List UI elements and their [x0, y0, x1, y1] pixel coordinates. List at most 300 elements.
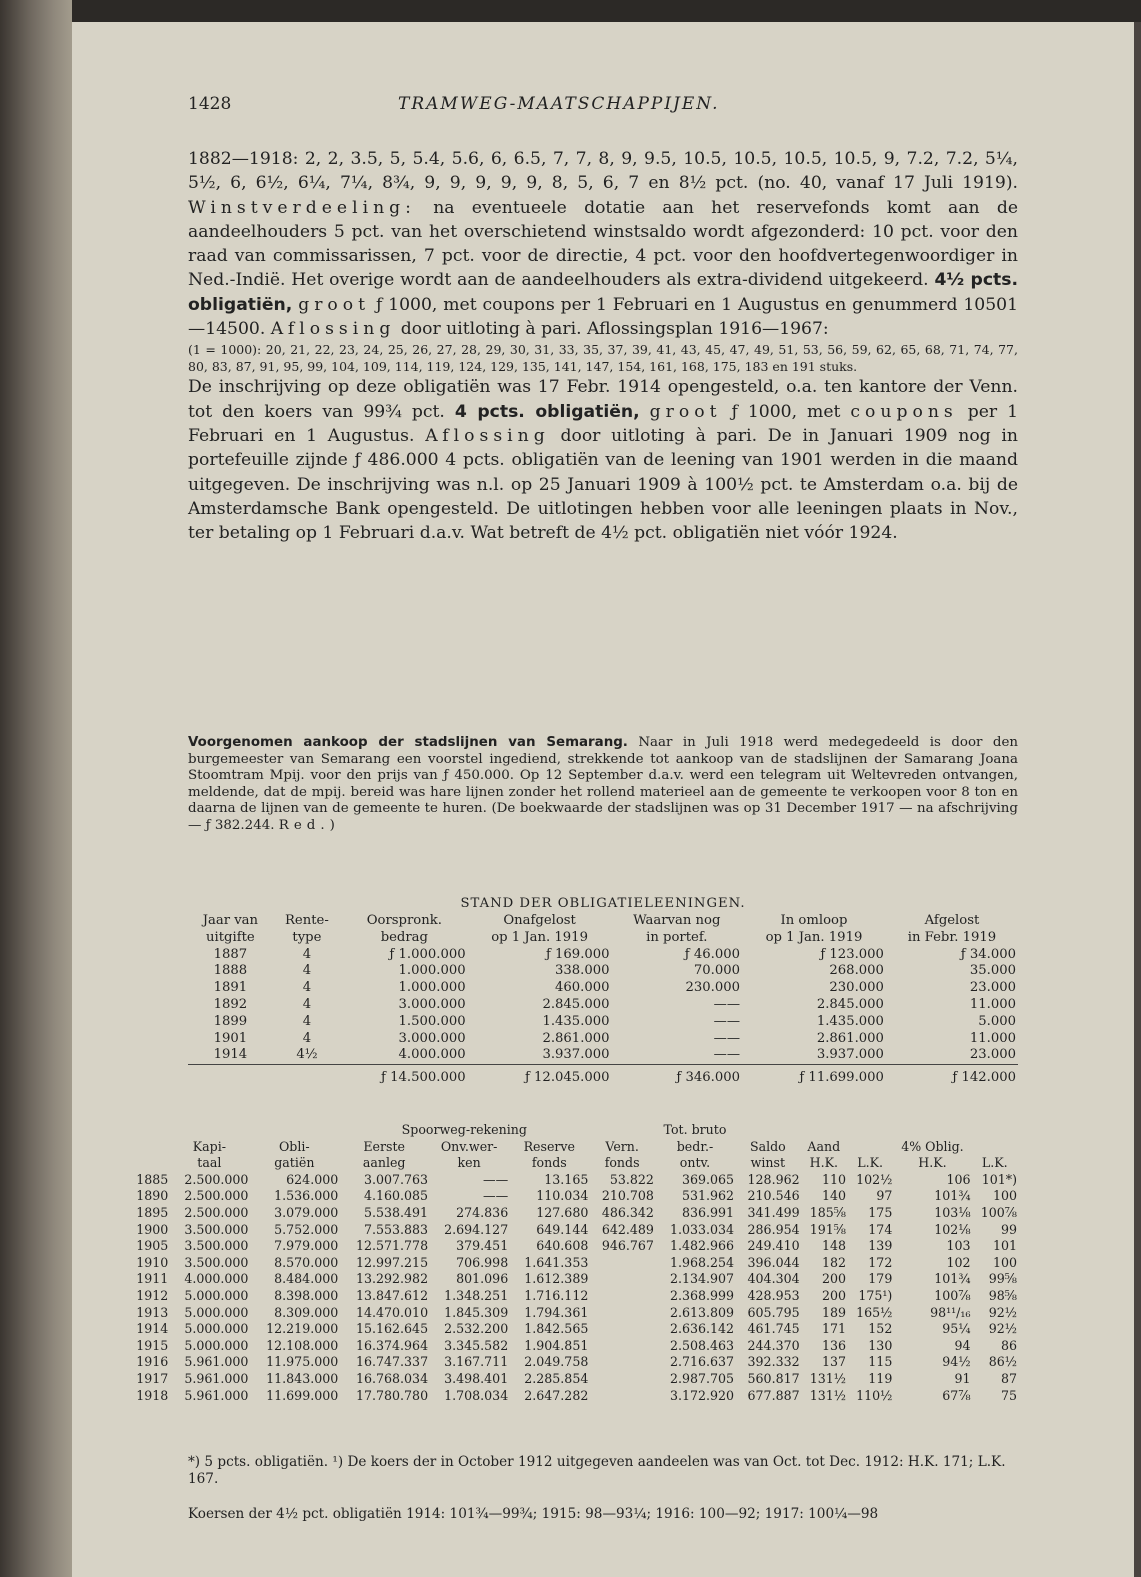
finance-header-row — [128, 1139, 1018, 1156]
finance-table-row — [128, 1255, 1018, 1272]
finance-cell: 3.167.711 — [444, 1354, 509, 1370]
finance-cell: 11.975.000 — [266, 1354, 339, 1370]
finance-cell: 172 — [868, 1254, 893, 1270]
finance-cell: 131½ — [809, 1370, 846, 1386]
loans-header-cell: Onafgelost — [503, 913, 576, 928]
finance-cell: 210.708 — [601, 1188, 654, 1204]
bond-history-text: door uitloting à pari. De in Januari 1909 nog in portefeuille zijnde ƒ 486.000 4 pcts. obligatiën van de leening van 1901 werden in die maand uitgegeven. De inschrijving was n.l. op 25 Januari 1909 à 100½ pct. te Amsterdam o.a. bij de Amsterdamsche Bank opengesteld. De uitlotingen hebben voor alle leeningen plaats in Nov., ter betaling op 1 Februari d.a.v. Wat betreft de 4½ pct. obligatiën niet vóór 1924. — [188, 425, 1018, 544]
finance-cell: 16.768.034 — [355, 1370, 429, 1386]
finance-cell: 152 — [868, 1321, 893, 1337]
finance-cell: 1.033.034 — [669, 1221, 735, 1237]
finance-cell: 428.953 — [747, 1287, 800, 1303]
finance-cell: 97 — [876, 1188, 893, 1204]
finance-table-row — [128, 1305, 1018, 1322]
finance-cell: 2.636.142 — [669, 1321, 735, 1337]
loans-cell: 3.937.000 — [816, 1047, 884, 1063]
finance-cell: 101¾ — [934, 1188, 971, 1204]
loans-cell: 2.845.000 — [542, 996, 610, 1012]
loans-cell: 3.000.000 — [398, 1030, 466, 1046]
finance-table-row — [128, 1338, 1018, 1355]
bond-amount-4: ƒ 1000, met — [731, 401, 841, 422]
subscription-text: De inschrijving op deze obligatiën was 17 Febr. 1914 opengesteld, o.a. ten kantore der Venn. tot den koers van 99¾ pct. — [188, 377, 1018, 422]
scan-top-edge — [72, 0, 1141, 22]
loans-cell: 4.000.000 — [398, 1047, 466, 1063]
loans-cell: 230.000 — [685, 980, 741, 996]
aflossing-label-2: Aflossing — [425, 425, 550, 446]
note-heading: Voorgenomen aankoop der stadslijnen van Semarang. — [188, 735, 628, 750]
loans-cell: 1887 — [213, 946, 248, 962]
finance-cell: 2.134.907 — [669, 1271, 735, 1287]
loans-header-cell: in portef. — [646, 929, 708, 945]
finance-cell: 2.532.200 — [444, 1321, 509, 1337]
finance-cell — [589, 1321, 655, 1338]
loans-cell: 2.861.000 — [816, 1030, 884, 1046]
finance-cell: 103 — [946, 1238, 971, 1254]
finance-table-row — [128, 1288, 1018, 1305]
finance-cell — [589, 1338, 655, 1355]
finance-group-cell — [128, 1122, 339, 1139]
main-text — [188, 147, 1018, 545]
loans-table-row — [188, 963, 1018, 980]
loans-cell: 1888 — [213, 963, 248, 979]
finance-cell: 1.641.353 — [524, 1254, 589, 1270]
loans-cell: 4 — [302, 980, 312, 996]
finance-header-cell — [972, 1139, 1018, 1156]
finance-cell: 5.000.000 — [184, 1321, 249, 1337]
finance-header-row — [128, 1155, 1018, 1172]
finance-cell: 3.172.920 — [669, 1387, 735, 1403]
loans-cell: 11.000 — [969, 996, 1016, 1012]
finance-cell: 649.144 — [536, 1221, 589, 1237]
finance-cell: 2.500.000 — [184, 1188, 249, 1204]
loans-total-cell: ƒ 14.500.000 — [381, 1069, 466, 1085]
finance-cell: 1.612.389 — [524, 1271, 589, 1287]
loans-cell: 230.000 — [829, 980, 884, 996]
finance-cell: 2.613.809 — [669, 1304, 735, 1320]
finance-cell: 286.954 — [747, 1221, 800, 1237]
finance-cell: 67⅞ — [942, 1387, 971, 1403]
winstverdeeling-label: Winstverdeeling: — [188, 197, 416, 218]
finance-cell: 139 — [868, 1238, 893, 1254]
finance-cell: 1.536.000 — [274, 1188, 339, 1204]
finance-cell: 1.716.112 — [524, 1287, 589, 1303]
finance-cell: 5.000.000 — [184, 1304, 249, 1320]
finance-cell: 175¹) — [858, 1287, 893, 1303]
finance-cell: 1917 — [136, 1370, 169, 1386]
dividend-history: 1882—1918: 2, 2, 3.5, 5, 5.4, 5.6, 6, 6.5, 7, 7, 8, 9, 9.5, 10.5, 10.5, 10.5, 10.5, 9, 7.2, 7.2, 5¼, 5½, 6, 6½, 6¼, 7¼, 8¾, 9, 9, 9, 9, 9, 8, 5, 6, 7 en 8½ pct. (no. 40, vanaf 17 Juli 1919). — [188, 149, 1018, 194]
loans-cell: —— — [713, 1047, 741, 1063]
finance-cell: 12.219.000 — [266, 1321, 339, 1337]
loans-table-row — [188, 947, 1018, 964]
loans-table-row — [188, 997, 1018, 1014]
finance-cell: 2.500.000 — [184, 1204, 249, 1220]
finance-cell: 1912 — [136, 1287, 169, 1303]
finance-cell: 2.716.637 — [669, 1354, 735, 1370]
finance-header-cell — [128, 1155, 169, 1172]
finance-header-cell: taal — [197, 1155, 222, 1171]
finance-cell: 11.843.000 — [266, 1370, 339, 1386]
loans-table-row — [188, 980, 1018, 997]
loans-header-cell: op 1 Jan. 1919 — [491, 929, 588, 945]
finance-cell: 95¼ — [942, 1321, 971, 1337]
finance-cell: 5.538.491 — [363, 1204, 429, 1220]
finance-cell: 102 — [946, 1254, 971, 1270]
finance-cell: 2.500.000 — [184, 1171, 249, 1187]
finance-cell: 3.500.000 — [184, 1221, 249, 1237]
finance-header-cell: H.K. — [918, 1155, 947, 1171]
loans-cell: 4 — [302, 996, 312, 1012]
loans-cell: 1.000.000 — [398, 980, 466, 996]
footnotes — [188, 1454, 1018, 1488]
loans-cell: 4 — [302, 1030, 312, 1046]
finance-cell — [589, 1255, 655, 1272]
loans-table-section — [188, 896, 1018, 1086]
loans-cell: 338.000 — [555, 963, 610, 979]
finance-cell: 560.817 — [747, 1370, 800, 1386]
finance-header-cell: gatiën — [274, 1155, 315, 1171]
loans-cell: 1891 — [213, 980, 248, 996]
loans-total-row — [188, 1067, 1018, 1087]
loans-header-cell: Oorspronk. — [366, 913, 442, 928]
loans-header-cell: bedrag — [380, 929, 428, 945]
loans-total-cell: ƒ 142.000 — [952, 1069, 1016, 1085]
loans-table — [188, 913, 1018, 1086]
finance-cell: 165½ — [856, 1304, 893, 1320]
finance-cell: 100 — [992, 1254, 1017, 1270]
finance-cell — [589, 1371, 655, 1388]
finance-cell: 1890 — [136, 1188, 169, 1204]
finance-cell — [589, 1305, 655, 1322]
finance-cell: 100⅞ — [980, 1204, 1017, 1220]
finance-cell: 1915 — [136, 1337, 169, 1353]
finance-cell: 128.962 — [747, 1171, 800, 1187]
finance-cell: 127.680 — [536, 1204, 589, 1220]
finance-cell: 3.498.401 — [444, 1370, 509, 1386]
finance-header-cell: Aand — [807, 1138, 841, 1154]
finance-cell: 3.007.763 — [363, 1171, 429, 1187]
finance-cell: 13.165 — [544, 1171, 589, 1187]
finance-cell: 75 — [1000, 1387, 1017, 1403]
finance-cell: 86½ — [988, 1354, 1017, 1370]
loans-cell: 1899 — [213, 1013, 248, 1029]
finance-cell: 171 — [821, 1321, 846, 1337]
finance-cell: 1918 — [136, 1387, 169, 1403]
loans-table-row — [188, 1031, 1018, 1048]
finance-cell: 1911 — [136, 1271, 169, 1287]
finance-cell: 14.470.010 — [355, 1304, 429, 1320]
bond-heading-4: 4 pcts. obligatiën, — [454, 401, 640, 422]
finance-cell: 103⅛ — [934, 1204, 971, 1220]
finance-cell: 1913 — [136, 1304, 169, 1320]
finance-cell: 140 — [821, 1188, 846, 1204]
finance-cell: 624.000 — [286, 1171, 339, 1187]
loans-header-cell: Jaar van — [202, 913, 259, 928]
loans-cell: 4 — [302, 1013, 312, 1029]
finance-cell: 175 — [868, 1204, 893, 1220]
loans-cell: ƒ 169.000 — [545, 946, 610, 962]
finance-cell: 8.484.000 — [274, 1271, 339, 1287]
running-header — [188, 94, 1048, 124]
finance-header-cell: Saldo — [749, 1138, 786, 1154]
finance-cell: 461.745 — [747, 1321, 800, 1337]
loans-table-row — [188, 1047, 1018, 1064]
loans-cell: —— — [713, 996, 741, 1012]
finance-header-cell: Onv.wer- — [440, 1138, 498, 1154]
finance-cell: 189 — [821, 1304, 846, 1320]
finance-cell: 677.887 — [747, 1387, 800, 1403]
finance-cell: 200 — [821, 1287, 846, 1303]
finance-cell: 17.780.780 — [355, 1387, 429, 1403]
finance-cell: 8.309.000 — [274, 1304, 339, 1320]
loans-cell: 1.000.000 — [398, 963, 466, 979]
loans-total-cell — [273, 1067, 341, 1087]
finance-cell: —— — [483, 1171, 509, 1187]
finance-cell: 106 — [946, 1171, 971, 1187]
note-red: Red.) — [278, 817, 340, 833]
finance-header-cell: ontv. — [679, 1155, 711, 1171]
loans-cell: 4 — [302, 946, 312, 962]
finance-cell: 2.987.705 — [669, 1370, 735, 1386]
bond-details-4-5: ƒ 1000, met coupons per 1 Februari en 1 Augustus en genummerd 10501—14500. — [188, 294, 1018, 340]
finance-header-cell: ken — [457, 1155, 481, 1171]
finance-cell: 836.991 — [681, 1204, 735, 1220]
loans-cell: 1.500.000 — [398, 1013, 466, 1029]
loans-cell: 5.000 — [978, 1013, 1016, 1029]
loans-cell: 1892 — [213, 996, 248, 1012]
finance-cell: 1905 — [136, 1238, 169, 1254]
finance-group-row — [128, 1122, 1018, 1139]
finance-cell: 379.451 — [456, 1238, 509, 1254]
finance-table-row — [128, 1271, 1018, 1288]
finance-cell: 98⅝ — [988, 1287, 1017, 1303]
finance-cell: 99⅝ — [988, 1271, 1017, 1287]
finance-cell: 396.044 — [747, 1254, 800, 1270]
finance-header-cell: winst — [750, 1155, 786, 1171]
finance-header-cell: Kapi- — [192, 1138, 226, 1154]
running-title: TRAMWEG-MAATSCHAPPIJEN. — [398, 94, 720, 114]
finance-cell: 2.049.758 — [524, 1354, 589, 1370]
loans-total-cell: ƒ 11.699.000 — [799, 1069, 884, 1085]
finance-cell: 210.546 — [747, 1188, 800, 1204]
finance-cell — [589, 1271, 655, 1288]
finance-cell: 191⅝ — [809, 1221, 846, 1237]
finance-table-row — [128, 1388, 1018, 1405]
loans-cell: 1914 — [213, 1047, 248, 1063]
finance-cell: 174 — [868, 1221, 893, 1237]
finance-cell: 101*) — [981, 1171, 1017, 1187]
finance-cell: 404.304 — [747, 1271, 800, 1287]
footnote-1: *) 5 pcts. obligatiën. ¹) De koers der in October 1912 uitgegeven aandeelen was van Oct. tot Dec. 1912: H.K. 171; L.K. 167. — [188, 1454, 1006, 1487]
finance-cell: 102⅛ — [934, 1221, 971, 1237]
loans-header-cell: uitgifte — [206, 929, 255, 945]
finance-cell: 2.508.463 — [669, 1337, 735, 1353]
finance-cell: 87 — [1000, 1370, 1017, 1386]
loans-cell: 3.000.000 — [398, 996, 466, 1012]
finance-cell: 86 — [1000, 1337, 1017, 1353]
loans-header-cell: Waarvan nog — [633, 913, 721, 928]
finance-table-row — [128, 1354, 1018, 1371]
loans-header-cell: Afgelost — [924, 913, 980, 928]
finance-cell — [589, 1288, 655, 1305]
finance-cell: 3.345.582 — [444, 1337, 509, 1353]
finance-cell: 12.571.778 — [355, 1238, 429, 1254]
finance-cell: 1910 — [136, 1254, 169, 1270]
finance-cell: 5.000.000 — [184, 1287, 249, 1303]
finance-cell: 1.482.966 — [669, 1238, 735, 1254]
finance-cell: 115 — [868, 1354, 893, 1370]
finance-cell: 94½ — [942, 1354, 971, 1370]
finance-cell: 1.708.034 — [444, 1387, 509, 1403]
finance-cell: 3.079.000 — [274, 1204, 339, 1220]
loans-cell: 23.000 — [969, 980, 1016, 996]
finance-cell: 2.285.854 — [524, 1370, 589, 1386]
loans-header-cell: type — [292, 929, 322, 945]
loans-total-cell: ƒ 346.000 — [676, 1069, 741, 1085]
finance-header-cell: H.K. — [809, 1155, 838, 1171]
finance-header-cell: fonds — [531, 1155, 567, 1171]
finance-cell: 249.410 — [747, 1238, 800, 1254]
finance-cell: 392.332 — [747, 1354, 800, 1370]
loans-cell: 268.000 — [829, 963, 884, 979]
loans-cell: ƒ 34.000 — [960, 946, 1016, 962]
finance-header-cell: aanleg — [362, 1155, 406, 1171]
finance-cell: 100 — [992, 1188, 1017, 1204]
finance-table-row — [128, 1188, 1018, 1205]
finance-cell: 182 — [821, 1254, 846, 1270]
loans-table-caption: STAND DER OBLIGATIELEENINGEN. — [460, 896, 746, 911]
finance-cell — [589, 1354, 655, 1371]
loans-cell: ƒ 1.000.000 — [389, 946, 466, 962]
loans-header-cell: Rente- — [285, 913, 329, 928]
finance-cell: 946.767 — [601, 1238, 654, 1254]
finance-cell: 2.368.999 — [669, 1287, 735, 1303]
note-text: Naar in Juli 1918 werd medegedeeld is door den burgemeester van Semarang een voorstel ingediend, strekkende tot aankoop van de stadslijnen der Samarang Joana Stoomtram Mpij. voor den prijs van ƒ 450.000. Op 12 September d.a.v. werd een telegram uit Weltevreden ontvangen, meldende, dat de mpij. bereid was hare lijnen zonder het rollend materieel aan de gemeente te verkoopen voor 8 ton en daarna de lijnen van de gemeente te huren. (De boekwaarde der stadslijnen was op 31 December 1917 — na afschrijving — ƒ 382.244. — [188, 735, 1018, 833]
page-number: 1428 — [188, 94, 232, 114]
finance-cell: 12.108.000 — [266, 1337, 339, 1353]
loans-cell: 1.435.000 — [542, 1013, 610, 1029]
finance-header-cell — [847, 1139, 893, 1156]
finance-cell: 605.795 — [747, 1304, 800, 1320]
finance-header-cell: Obli- — [278, 1138, 310, 1154]
finance-cell: 13.847.612 — [355, 1287, 429, 1303]
finance-cell: 99 — [1000, 1221, 1017, 1237]
finance-cell: 119 — [868, 1370, 893, 1386]
loans-cell: 1901 — [213, 1030, 248, 1046]
finance-cell: 91 — [954, 1370, 971, 1386]
aflossing-label: Aflossing — [270, 319, 396, 340]
loans-total-cell: ƒ 12.045.000 — [524, 1069, 610, 1085]
finance-table — [128, 1122, 1018, 1404]
finance-cell: 200 — [821, 1271, 846, 1287]
finance-cell: 1895 — [136, 1204, 169, 1220]
book-page — [72, 22, 1134, 1577]
finance-cell: 2.694.127 — [444, 1221, 509, 1237]
finance-cell: 110.034 — [536, 1188, 589, 1204]
redemption-plan: (1 = 1000): 20, 21, 22, 23, 24, 25, 26, 27, 28, 29, 30, 31, 33, 35, 37, 39, 41, 43, 45, 47, 49, 51, 53, 56, 59, 62, 65, 68, 71, 74, 77, 80, 83, 87, 91, 95, 99, 104, 109, 114, 119, 124, 129, 135, 141, 147, 154, 161, 168, 175, 183 en 191 stuks. — [188, 342, 1018, 375]
finance-cell: 16.374.964 — [355, 1337, 429, 1353]
finance-group-cell: Tot. bruto — [663, 1122, 727, 1137]
finance-cell: 1.348.251 — [444, 1287, 509, 1303]
finance-cell: 801.096 — [456, 1271, 509, 1287]
loans-header-row — [188, 930, 1018, 947]
finance-cell: 131½ — [809, 1387, 846, 1403]
finance-cell: 100⅞ — [934, 1287, 971, 1303]
finance-cell: 12.997.215 — [355, 1254, 429, 1270]
finance-cell: 102½ — [856, 1171, 893, 1187]
loans-cell: —— — [713, 1030, 741, 1046]
finance-header-cell: L.K. — [981, 1155, 1008, 1171]
finance-cell: 7.979.000 — [274, 1238, 339, 1254]
finance-cell: 53.822 — [609, 1171, 654, 1187]
finance-cell: 15.162.645 — [355, 1321, 429, 1337]
finance-cell: 8.570.000 — [274, 1254, 339, 1270]
coupon-dates: per 1 Februari en 1 Augustus. — [188, 401, 1019, 446]
finance-cell: 101¾ — [934, 1271, 971, 1287]
finance-cell: 130 — [868, 1337, 893, 1353]
finance-cell: 2.647.282 — [524, 1387, 589, 1403]
finance-cell: 92½ — [988, 1304, 1017, 1320]
loans-cell: 70.000 — [693, 963, 741, 979]
finance-header-cell: fonds — [604, 1155, 640, 1171]
finance-cell: —— — [483, 1188, 509, 1204]
finance-cell: 4.160.085 — [363, 1188, 429, 1204]
loans-cell: —— — [713, 1013, 741, 1029]
finance-cell: 1885 — [136, 1171, 169, 1187]
finance-header-cell: Eerste — [363, 1138, 405, 1154]
finance-group-cell: Spoorweg-rekening — [401, 1122, 527, 1137]
loans-cell: 2.861.000 — [542, 1030, 610, 1046]
koersen-line: Koersen der 4½ pct. obligatiën 1914: 101¾—99¾; 1915: 98—93¼; 1916: 100—92; 1917: 100¼—98 — [188, 1506, 879, 1522]
finance-cell: 1.904.851 — [524, 1337, 589, 1353]
loans-cell: ƒ 46.000 — [684, 946, 741, 962]
loans-cell: 3.937.000 — [542, 1047, 610, 1063]
finance-cell: 341.499 — [747, 1204, 800, 1220]
finance-cell: 1.842.565 — [524, 1321, 589, 1337]
finance-cell: 5.000.000 — [184, 1337, 249, 1353]
loans-cell: 23.000 — [969, 1047, 1016, 1063]
bond-heading-4-5: 4½ pcts. obligatiën, — [188, 270, 1018, 315]
finance-cell: 3.500.000 — [184, 1254, 249, 1270]
finance-cell: 110 — [821, 1171, 846, 1187]
finance-table-row — [128, 1238, 1018, 1255]
finance-cell: 7.553.883 — [363, 1221, 429, 1237]
loans-cell: ƒ 123.000 — [820, 946, 884, 962]
finance-cell: 1914 — [136, 1321, 169, 1337]
finance-cell: 1900 — [136, 1221, 169, 1237]
finance-cell: 244.370 — [747, 1337, 800, 1353]
finance-cell: 179 — [868, 1271, 893, 1287]
finance-cell: 640.608 — [536, 1238, 589, 1254]
finance-table-section — [128, 1122, 1018, 1404]
finance-cell: 5.961.000 — [184, 1387, 249, 1403]
coupons-label: coupons — [850, 401, 958, 422]
finance-cell: 1.968.254 — [669, 1254, 735, 1270]
loans-header-cell: In omloop — [780, 913, 848, 928]
loans-cell: 4½ — [296, 1047, 318, 1063]
finance-cell: 16.747.337 — [355, 1354, 429, 1370]
finance-cell: 94 — [954, 1337, 971, 1353]
loans-cell: 1.435.000 — [816, 1013, 884, 1029]
loans-cell: 2.845.000 — [816, 996, 884, 1012]
finance-header-cell — [128, 1139, 169, 1156]
finance-header-cell: L.K. — [857, 1155, 884, 1171]
finance-cell: 5.961.000 — [184, 1370, 249, 1386]
finance-cell: 8.398.000 — [274, 1287, 339, 1303]
paragraph-dividends — [188, 147, 1018, 341]
loans-cell: 11.000 — [969, 1030, 1016, 1046]
finance-table-row — [128, 1205, 1018, 1222]
finance-group-cell — [801, 1122, 1018, 1139]
